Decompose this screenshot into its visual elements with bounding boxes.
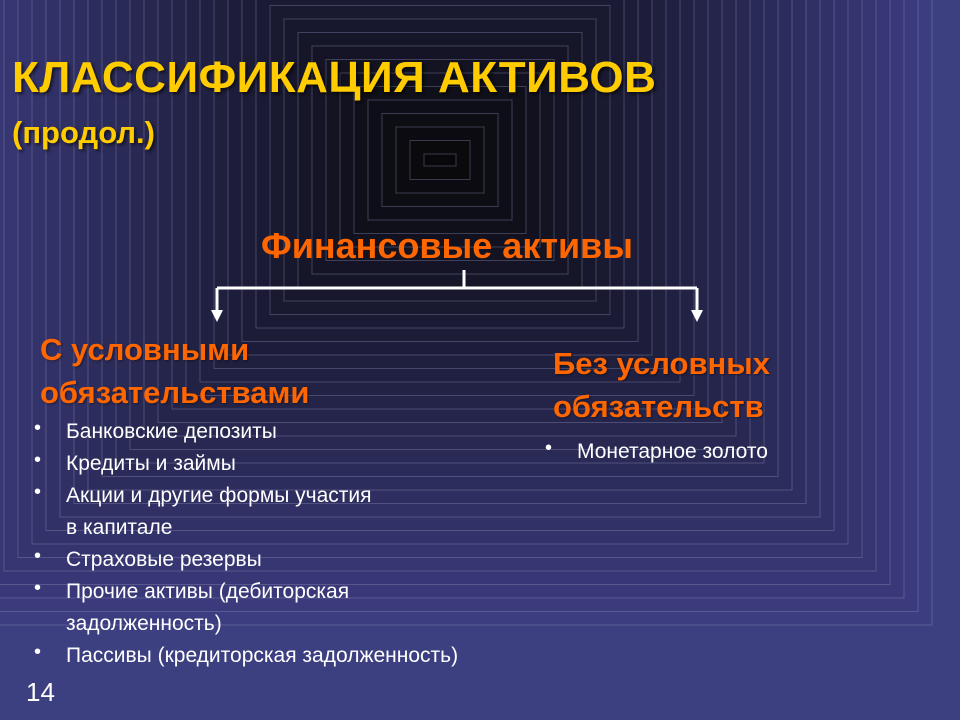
left-branch-title-line2: обязательствами — [40, 375, 310, 410]
left_branch-item — [34, 480, 458, 544]
right_branch-item — [545, 436, 768, 468]
left_branch-item — [34, 416, 458, 448]
tree-root-label: Финансовые активы — [261, 225, 633, 266]
page-number: 14 — [26, 677, 55, 707]
right-branch-list — [545, 436, 768, 468]
left_branch-item — [34, 640, 458, 672]
slide-title: КЛАССИФИКАЦИЯ АКТИВОВ — [12, 53, 657, 102]
right-branch-title — [553, 342, 770, 428]
left_branch-item-text: Страховые резервы — [66, 548, 262, 571]
left-branch-list — [34, 416, 458, 672]
background-square — [424, 154, 456, 166]
bullet-dot-icon: • — [34, 449, 42, 471]
tree-connector — [200, 268, 710, 326]
arrow-down-icon — [211, 310, 223, 322]
right_branch-item-text: Монетарное золото — [577, 440, 768, 463]
left_branch-item — [34, 576, 458, 640]
bullet-dot-icon: • — [34, 545, 42, 567]
bullet-dot-icon: • — [34, 481, 42, 503]
bullet-dot-icon: • — [34, 641, 42, 663]
left-branch-title — [40, 328, 309, 414]
left_branch-item-text: Прочие активы (дебиторская — [66, 580, 350, 603]
arrow-down-icon — [691, 310, 703, 322]
bullet-dot-icon: • — [545, 437, 553, 459]
left_branch-item-text: Банковские депозиты — [66, 420, 277, 443]
left_branch-item-text: в капитале — [66, 516, 173, 539]
left_branch-item — [34, 448, 458, 480]
left_branch-item-text: задолженность) — [66, 612, 222, 635]
left-branch-title-line1: С условными — [40, 332, 250, 367]
bullet-dot-icon: • — [34, 577, 42, 599]
left_branch-item-text: Пассивы (кредиторская задолженность) — [66, 644, 459, 667]
slide-subtitle: (продол.) — [12, 115, 155, 150]
right-branch-title-line2: обязательств — [553, 389, 764, 424]
left_branch-item — [34, 544, 458, 576]
bullet-dot-icon: • — [34, 417, 42, 439]
left_branch-item-text: Кредиты и займы — [66, 452, 236, 475]
right-branch-title-line1: Без условных — [553, 346, 770, 381]
left_branch-item-text: Акции и другие формы участия — [66, 484, 372, 507]
